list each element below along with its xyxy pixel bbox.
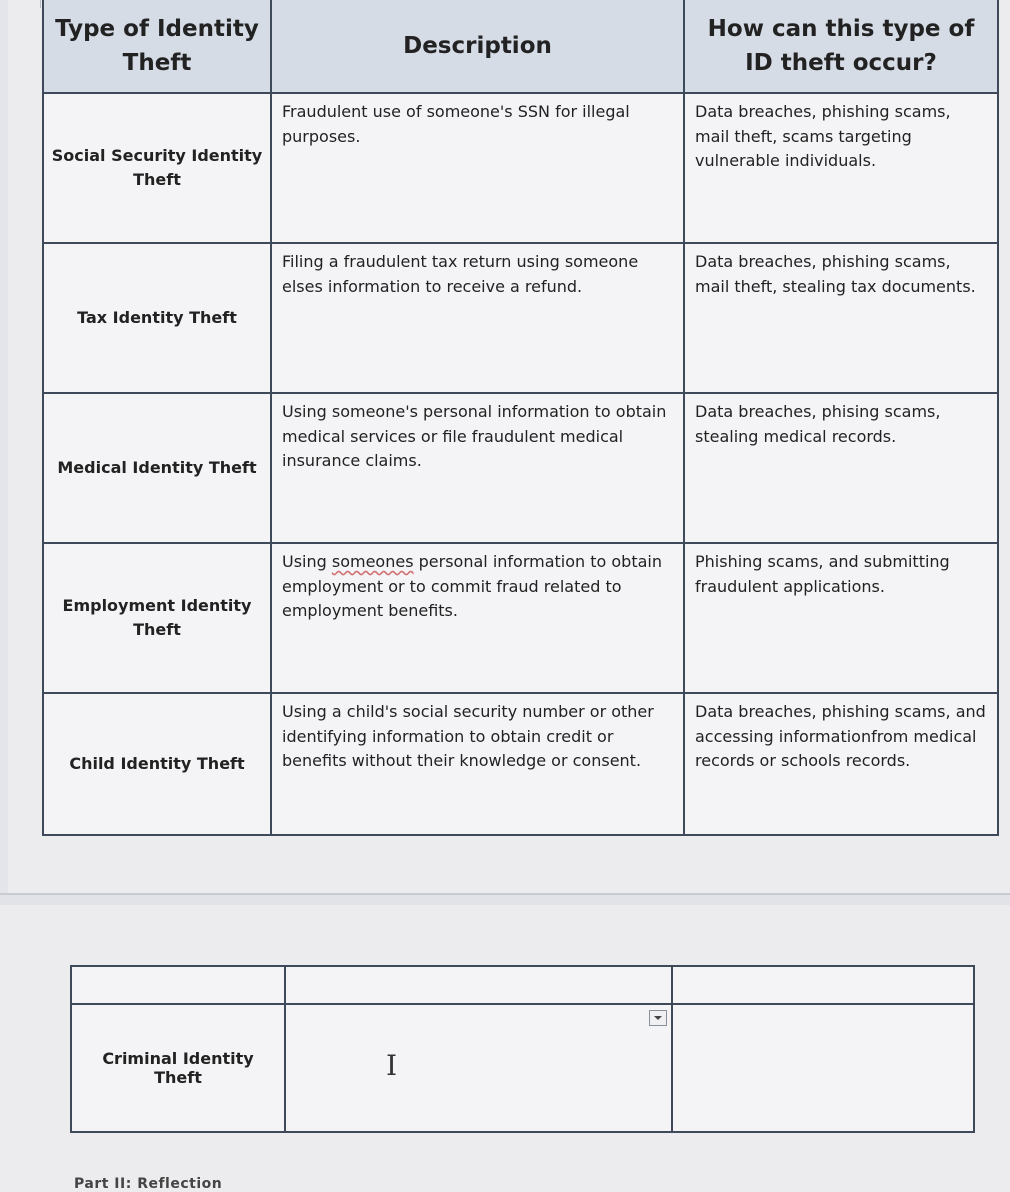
row-description[interactable]: Filing a fraudulent tax return using someone elses information to receive a refund. [271,243,684,393]
identity-theft-table [42,0,999,836]
row-type: Employment Identity Theft [43,543,271,693]
row-description[interactable]: Using a child's social security number or other identifying information to obtain credit or benefits without their knowledge or consent. [271,693,684,835]
table-row [71,1004,974,1132]
description-text: Using [282,552,332,571]
row-how[interactable]: Data breaches, phishing scams, mail theft, scams targeting vulnerable individuals. [684,93,998,243]
row-type: Medical Identity Theft [43,393,271,543]
spellcheck-flagged-word[interactable]: someones [331,552,414,571]
description-text: personal information to obtain employment or to commit fraud related to employment benefits. [282,552,662,620]
row-description[interactable]: Fraudulent use of someone's SSN for illegal purposes. [271,93,684,243]
row-how[interactable]: Data breaches, phising scams, stealing medical records. [684,393,998,543]
criminal-identity-table [70,965,975,1133]
row-how[interactable]: Data breaches, phishing scams, and accessing informationfrom medical records or schools records. [684,693,998,835]
row-type: Tax Identity Theft [43,243,271,393]
row-how[interactable]: Phishing scams, and submitting fraudulent applications. [684,543,998,693]
how-input-cell[interactable] [672,1004,974,1132]
row-type: Social Security Identity Theft [43,93,271,243]
table-header-row [71,966,974,1004]
text-cursor-icon: I [386,1049,398,1082]
table-row [43,543,998,693]
description-input-cell[interactable] [285,1004,672,1132]
header-type: Type of Identity Theft [43,0,271,93]
section-title: Part II: Reflection [74,1176,223,1192]
table-row [43,93,998,243]
page-left-edge [0,0,8,893]
empty-header-cell [71,966,285,1004]
row-description[interactable] [271,543,684,693]
header-how: How can this type of ID theft occur? [684,0,998,93]
table-row [43,243,998,393]
table-header-row [43,0,998,93]
row-type: Child Identity Theft [43,693,271,835]
empty-header-cell [285,966,672,1004]
row-type: Criminal Identity Theft [71,1004,285,1132]
table-row [43,393,998,543]
table-row [43,693,998,835]
empty-header-cell [672,966,974,1004]
cell-dropdown-button[interactable] [649,1010,667,1026]
row-how[interactable]: Data breaches, phishing scams, mail theft, stealing tax documents. [684,243,998,393]
header-description: Description [271,0,684,93]
row-description[interactable]: Using someone's personal information to obtain medical services or file fraudulent medical insurance claims. [271,393,684,543]
page-break [0,893,1010,905]
